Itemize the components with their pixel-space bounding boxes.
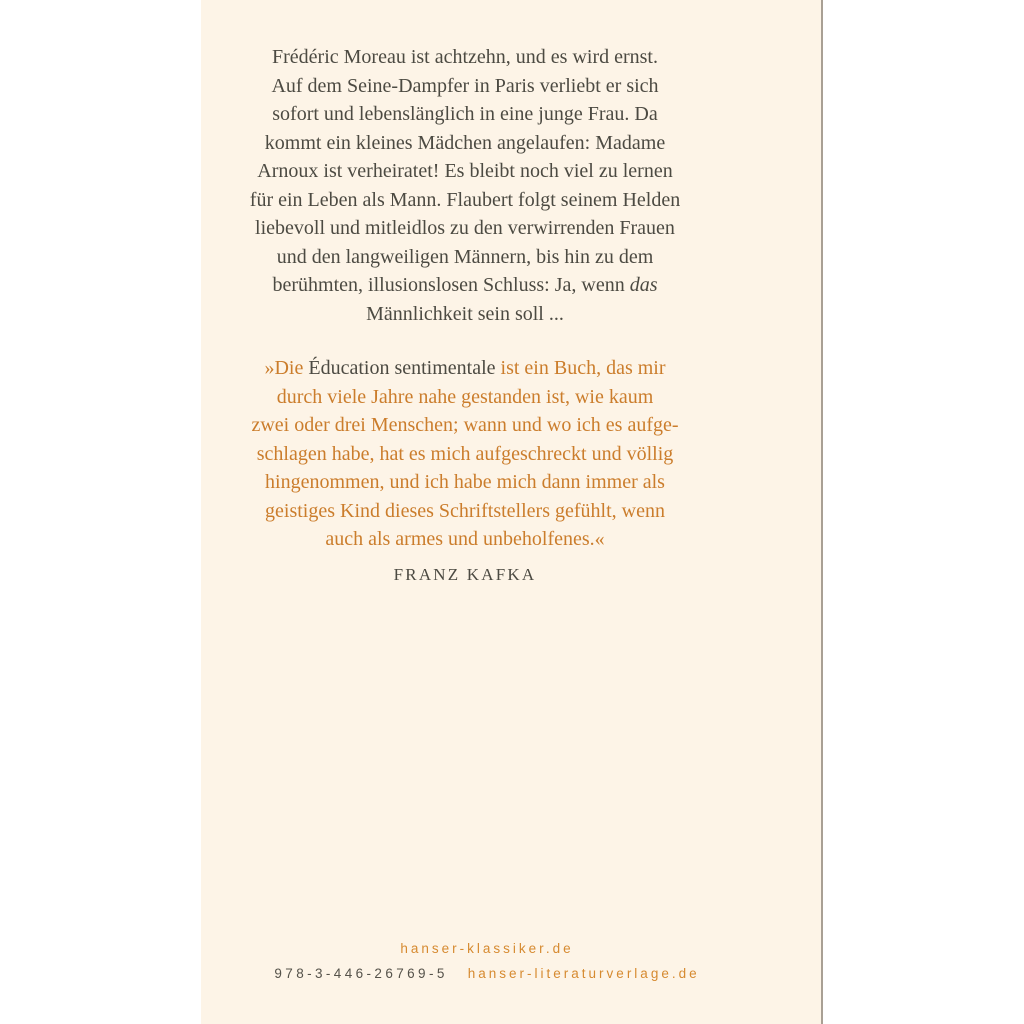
isbn-number: 978-3-446-26769-5 [274,966,448,981]
text-line: berühmten, illusionslosen Schluss: Ja, wenn das [272,274,658,296]
website-hanser-literaturverlage: hanser-literaturverlage.de [467,966,700,981]
quote-attribution: FRANZ KAFKA [393,564,537,584]
kafka-quote-paragraph [237,354,693,554]
text-line: Männlichkeit sein soll ... [366,302,564,325]
text-line: liebevoll und mitleidlos zu den verwirrenden Frauen [255,217,675,239]
text-line: und den langweiligen Männern, bis hin zu dem [276,245,654,268]
text-line: geistiges Kind dieses Schriftstellers gefühlt, wenn [265,499,665,522]
book-back-cover [201,0,823,1024]
footer-row [201,966,773,981]
website-hanser-klassiker: hanser-klassiker.de [400,941,574,956]
text-line: Auf dem Seine-Dampfer in Paris verliebt er sich [271,74,659,97]
text-line: durch viele Jahre nahe gestanden ist, wie kaum [276,385,654,408]
text-line: auch als armes und unbeholfenes.« [325,528,605,550]
text-line: Frédéric Moreau ist achtzehn, und es wird ernst. [272,46,658,68]
text-line: zwei oder drei Menschen; wann und wo ich es aufge- [251,414,679,436]
text-line: schlagen habe, hat es mich aufgeschreckt und völlig [256,442,674,465]
text-line: hingenommen, und ich habe mich dann immer als [265,471,665,493]
cover-footer [201,941,821,981]
text-line: Arnoux ist verheiratet! Es bleibt noch viel zu lernen [257,160,673,182]
text-line: kommt ein kleines Mädchen angelaufen: Madame [264,131,666,154]
synopsis-paragraph [237,43,693,328]
text-column [201,0,821,589]
text-line: für ein Leben als Mann. Flaubert folgt seinem Helden [249,188,681,211]
text-line: sofort und lebenslänglich in eine junge Frau. Da [272,103,658,125]
text-line: »Die Éducation sentimentale ist ein Buch, das mir [264,357,666,379]
